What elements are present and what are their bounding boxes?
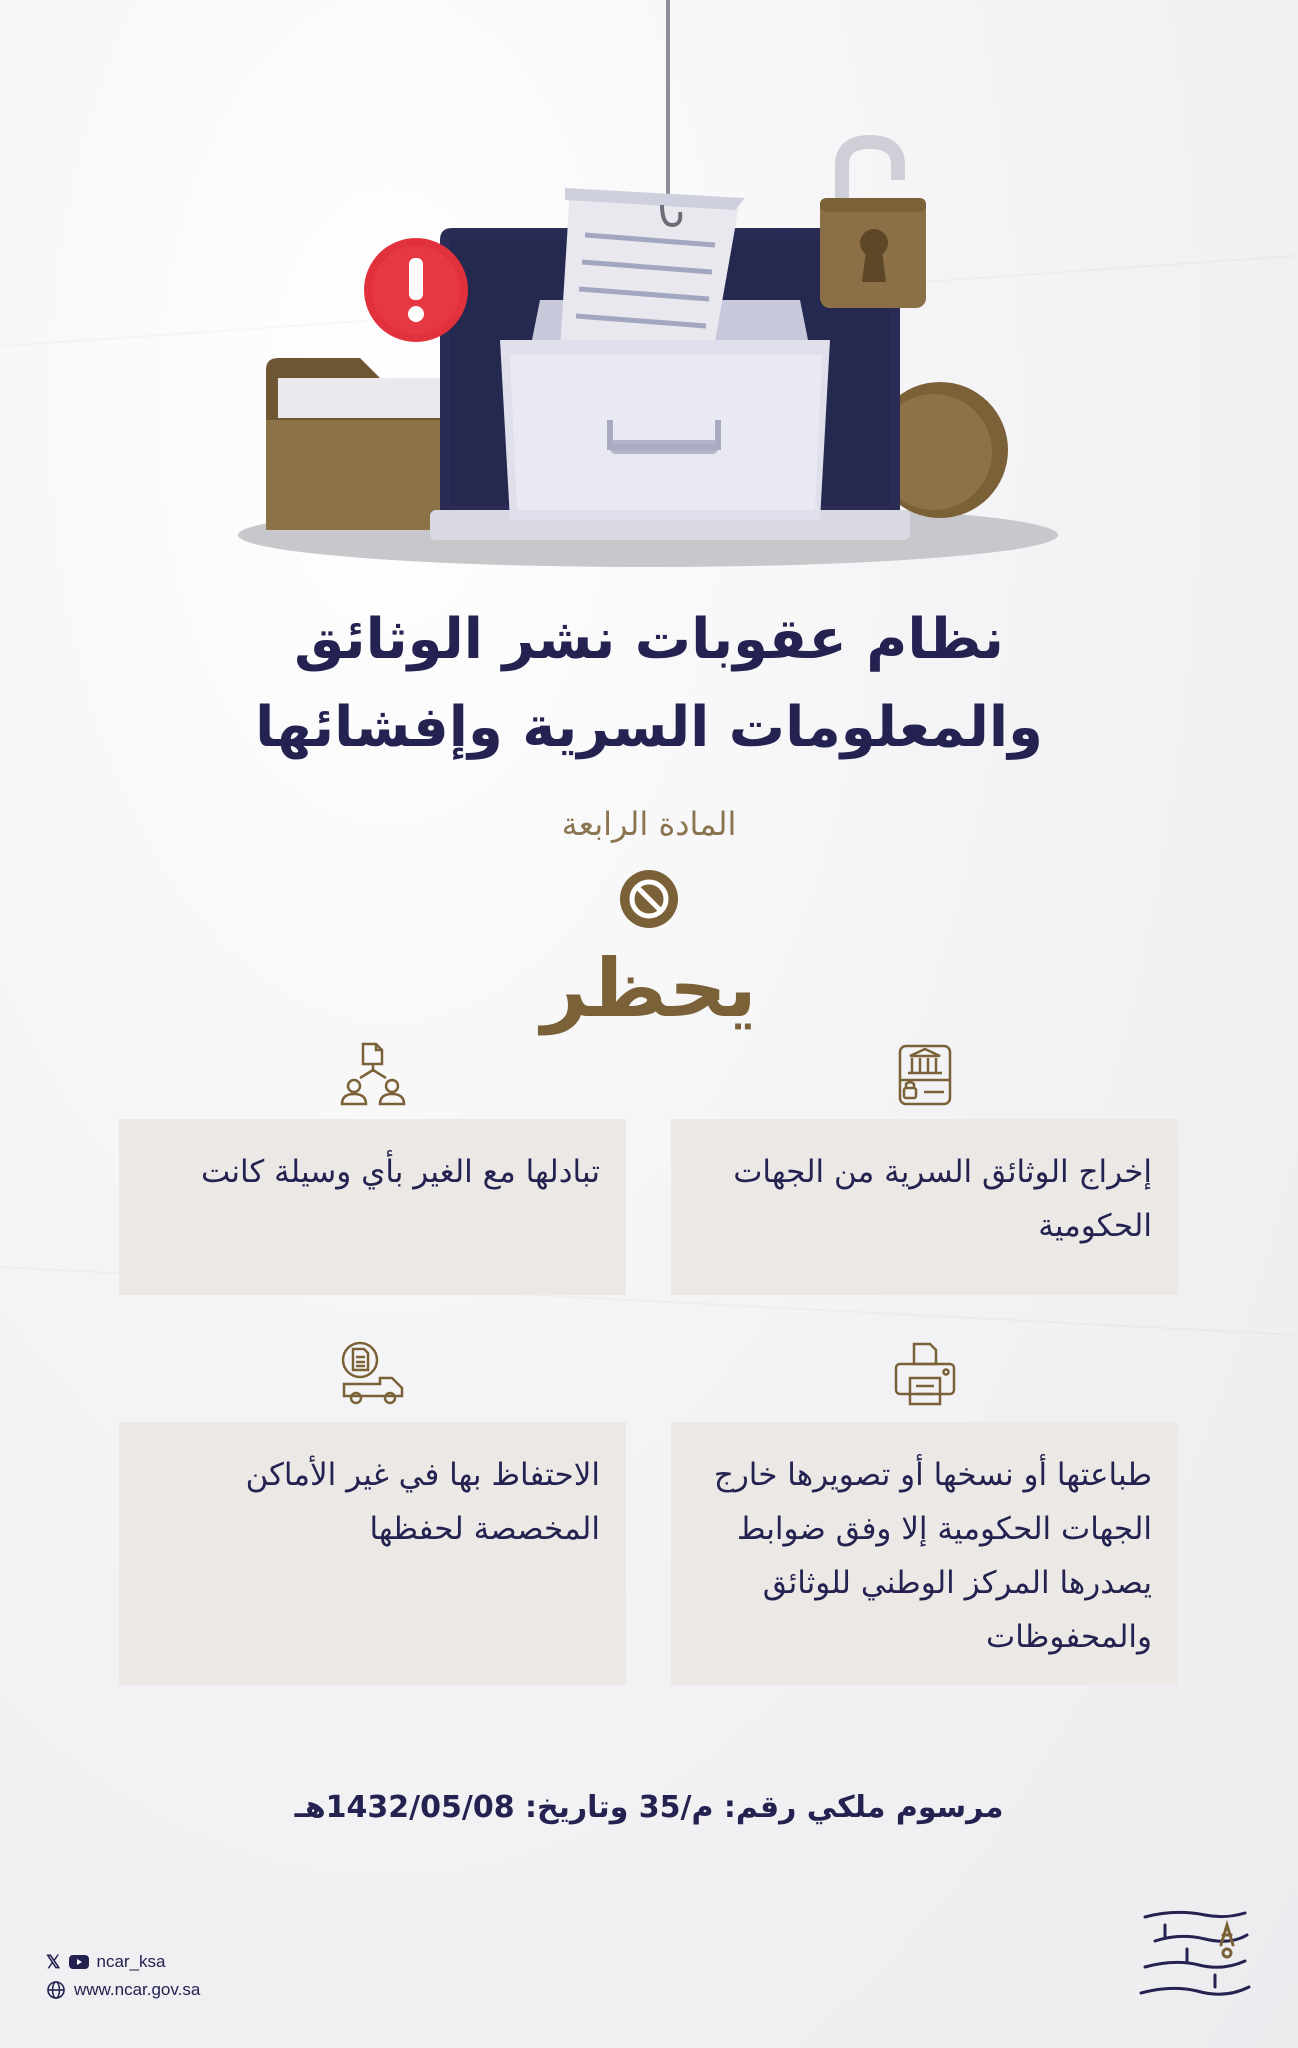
royal-decree-text: مرسوم ملكي رقم: م/35 وتاريخ: 1432/05/08هـ: [294, 1790, 1004, 1825]
youtube-icon: [69, 1955, 89, 1969]
truck-document-icon: [338, 1340, 408, 1410]
prohibition-card: [671, 1119, 1178, 1295]
padlock-shackle: [842, 142, 898, 200]
social-handle-row[interactable]: [46, 1948, 200, 1976]
printer-icon: [890, 1340, 960, 1410]
people-sharing-icon: [338, 1040, 408, 1110]
globe-icon: [46, 1980, 66, 2000]
card-text: إخراج الوثائق السرية من الجهات الحكومية: [733, 1154, 1152, 1244]
card-text: طباعتها أو نسخها أو تصويرها خارج الجهات الحكومية إلا وفق ضوابط يصدرها المركز الوطني للوثائق والمحفوظات: [713, 1457, 1152, 1655]
card-text: الاحتفاظ بها في غير الأماكن المخصصة لحفظها: [245, 1457, 600, 1547]
card-text: تبادلها مع الغير بأي وسيلة كانت: [200, 1154, 600, 1190]
hero-illustration: [230, 0, 1070, 580]
social-handle: ncar_ksa: [96, 1952, 166, 1971]
x-icon: 𝕏: [46, 1951, 61, 1972]
page-title-line1: نظام عقوبات نشر الوثائق: [294, 607, 1004, 672]
website-row[interactable]: [46, 1976, 200, 2004]
article-label: المادة الرابعة: [561, 805, 737, 843]
ncar-logo: [1135, 1905, 1255, 2015]
prohibition-card: [119, 1119, 626, 1295]
prohibition-card: [671, 1422, 1178, 1685]
social-links: [46, 1948, 200, 2004]
prohibition-card: [119, 1422, 626, 1685]
page-title-line2: والمعلومات السرية وإفشائها: [255, 695, 1043, 760]
prohibited-heading: يحظر: [541, 942, 757, 1035]
building-lock-icon: [890, 1040, 960, 1110]
website-link: www.ncar.gov.sa: [74, 1980, 201, 1999]
prohibited-icon: [619, 869, 679, 929]
